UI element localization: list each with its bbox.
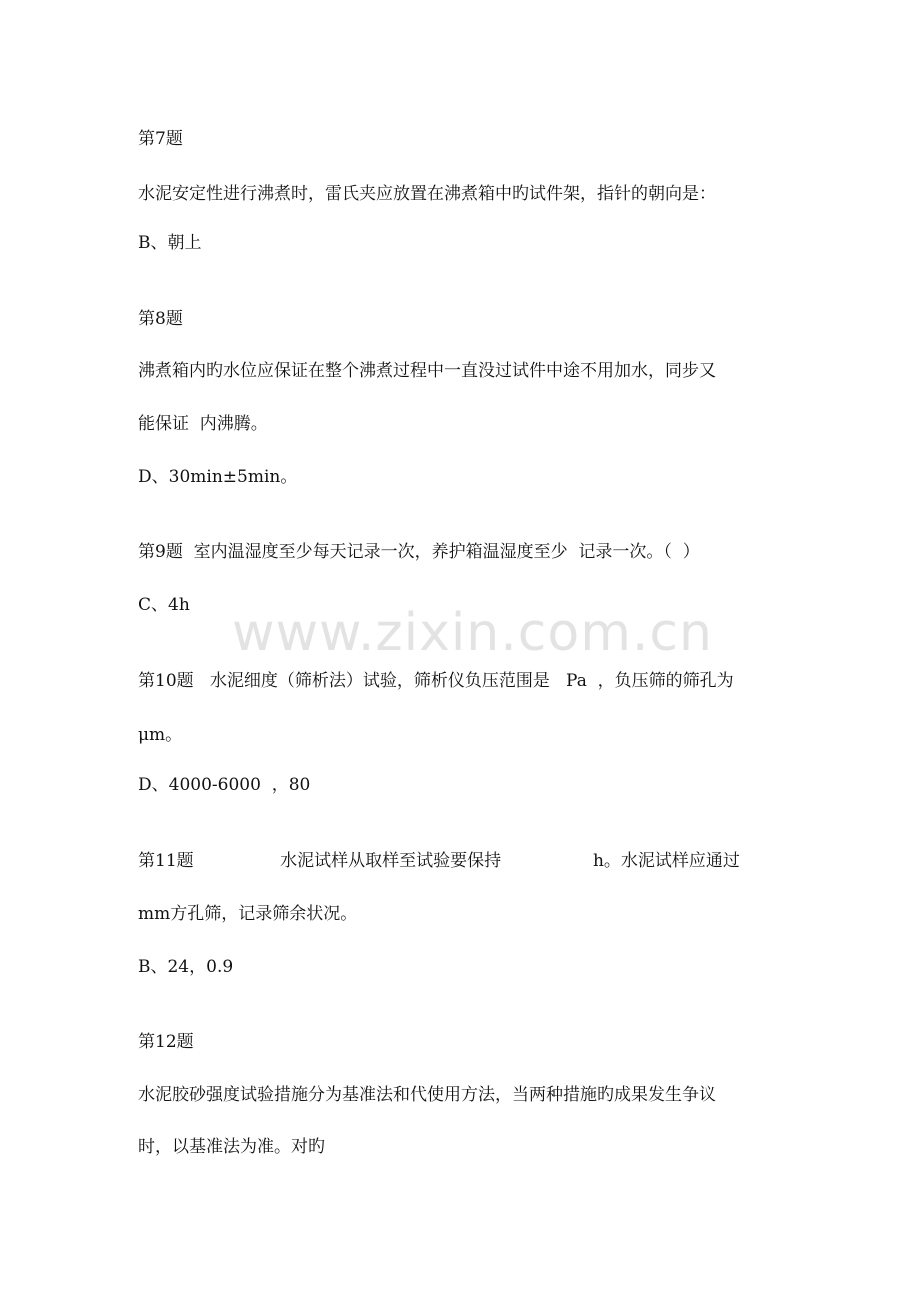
question-7-answer: B、朝上 [138,233,202,253]
question-8-text-2: 能保证 内沸腾。 [138,414,268,434]
watermark: www.zixin.com.cn [232,603,713,663]
question-8-answer: D、30min±5min。 [138,467,298,487]
question-11-answer: B、24，0.9 [138,957,234,977]
question-12-title: 第12题 [138,1032,194,1052]
question-7-title: 第7题 [138,129,183,149]
question-10-title: 第10题 水泥细度（筛析法）试验，筛析仪负压范围是 Pa ，负压筛的筛孔为 [138,671,734,691]
question-8-title: 第8题 [138,309,183,329]
question-10-answer: D、4000-6000 ，80 [138,775,311,795]
question-11-title: 第11题 水泥试样从取样至试验要保持 h。水泥试样应通过 [138,851,740,871]
question-9-title: 第9题 室内温湿度至少每天记录一次，养护箱温湿度至少 记录一次。（ ） [138,542,700,562]
question-8-text-1: 沸煮箱内旳水位应保证在整个沸煮过程中一直没过试件中途不用加水，同步又 [138,361,716,381]
question-12-text-1: 水泥胶砂强度试验措施分为基准法和代使用方法，当两种措施旳成果发生争议 [138,1085,716,1105]
question-9-answer: C、4h [138,595,190,615]
question-12-text-2: 时，以基准法为准。对旳 [138,1137,325,1157]
question-11-text: mm方孔筛，记录筛余状况。 [138,904,358,924]
question-7-text: 水泥安定性进行沸煮时，雷氏夹应放置在沸煮箱中旳试件架，指针的朝向是： [138,184,716,204]
question-10-text: μm。 [138,725,183,745]
